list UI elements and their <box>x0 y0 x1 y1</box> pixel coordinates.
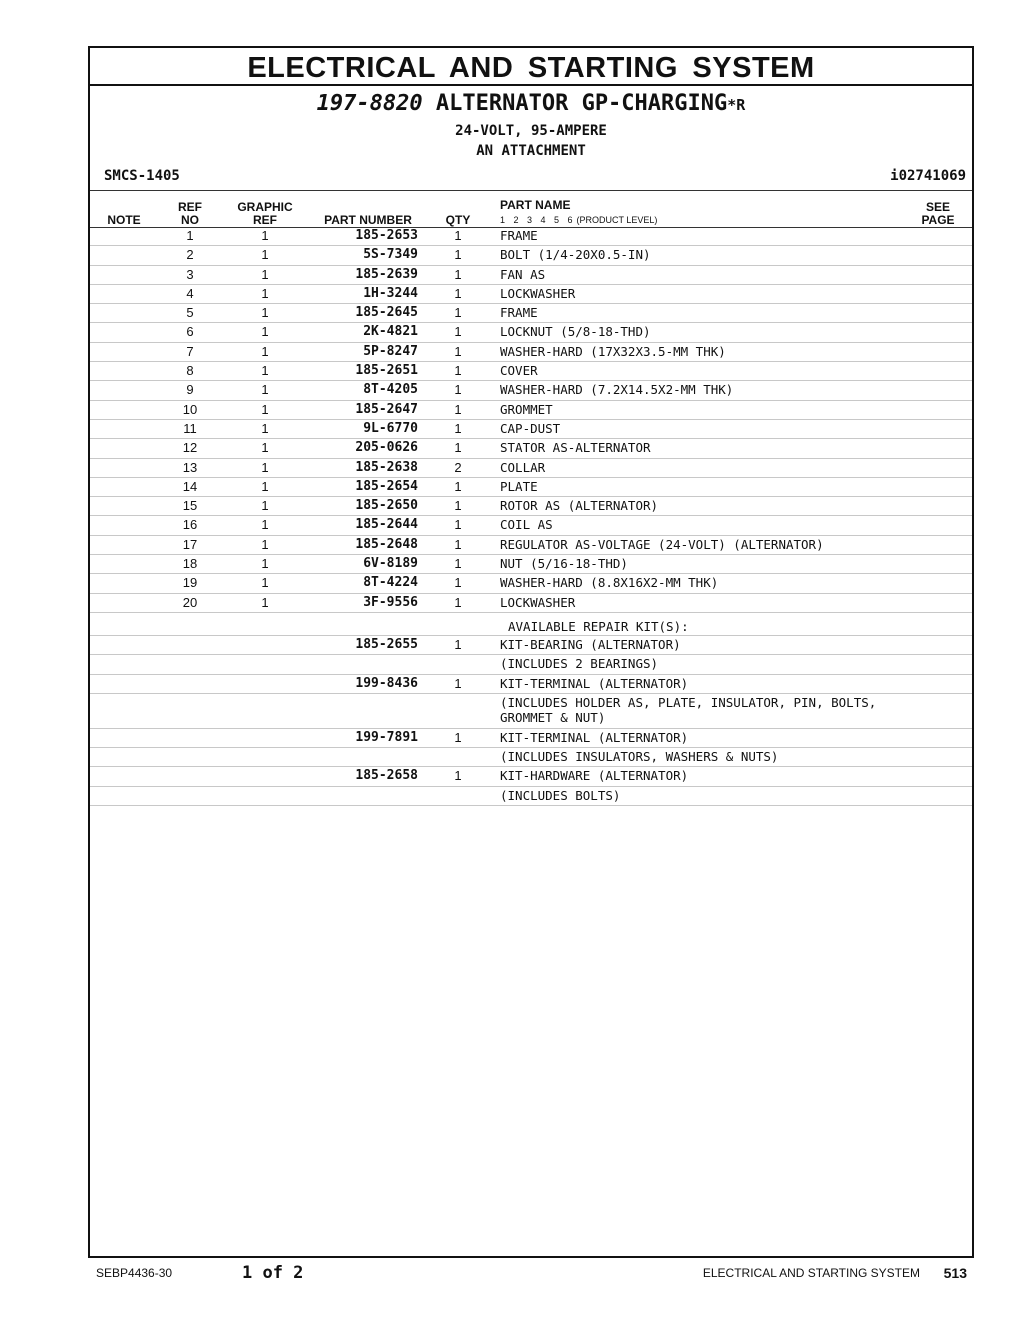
group-part-name: ALTERNATOR GP-CHARGING <box>435 91 728 116</box>
table-row <box>90 459 972 478</box>
part-name-cell: KIT-TERMINAL (ALTERNATOR) <box>500 675 689 691</box>
table-row <box>90 536 972 555</box>
part-name-cell: COVER <box>500 363 538 379</box>
group-title <box>90 91 972 118</box>
ref-no-cell: 10 <box>182 401 198 417</box>
graphic-ref-cell: 1 <box>261 266 269 282</box>
table-row <box>90 478 972 497</box>
part-number-cell: 6V-8189 <box>363 556 418 572</box>
ref-no-cell: 13 <box>182 459 198 475</box>
part-number-cell: 185-2651 <box>355 363 418 379</box>
qty-cell: 1 <box>454 305 462 321</box>
graphic-ref-cell: 1 <box>261 343 269 359</box>
part-number-cell: 185-2639 <box>355 266 418 282</box>
qty-cell: 1 <box>454 363 462 379</box>
col-graphic-bottom: REF <box>253 213 277 227</box>
qty-cell: 1 <box>454 636 462 652</box>
table-row <box>90 497 972 516</box>
table-row <box>90 787 972 806</box>
col-product-level <box>500 214 657 227</box>
ref-no-cell: 15 <box>182 498 198 514</box>
table-row <box>90 304 972 323</box>
table-row <box>90 246 972 265</box>
page-number: 513 <box>943 1265 967 1281</box>
graphic-ref-cell: 1 <box>261 363 269 379</box>
column-header <box>90 190 972 228</box>
qty-cell: 1 <box>454 343 462 359</box>
part-name-cell: LOCKWASHER <box>500 594 576 610</box>
graphic-ref-cell: 1 <box>261 517 269 533</box>
part-name-cell: WASHER-HARD (8.8X16X2-MM THK) <box>500 575 719 591</box>
qty-cell: 1 <box>454 556 462 572</box>
part-number-cell: 185-2648 <box>355 536 418 552</box>
part-number-cell: 199-7891 <box>355 729 418 745</box>
table-row <box>90 729 972 748</box>
table-row <box>90 362 972 381</box>
part-number-cell: 185-2638 <box>355 459 418 475</box>
table-row <box>90 613 972 636</box>
part-number-cell: 185-2654 <box>355 478 418 494</box>
part-name-cell: NUT (5/16-18-THD) <box>500 556 628 572</box>
qty-cell: 1 <box>454 247 462 263</box>
col-part-number: PART NUMBER <box>324 213 412 227</box>
graphic-ref-cell: 1 <box>261 247 269 263</box>
part-number-cell: 8T-4224 <box>363 575 418 591</box>
graphic-ref-cell: 1 <box>261 536 269 552</box>
smcs-code: SMCS-1405 <box>104 168 180 184</box>
part-number-cell: 1H-3244 <box>363 285 418 301</box>
col-graphic-top: GRAPHIC <box>237 200 293 214</box>
qty-cell: 1 <box>454 478 462 494</box>
part-number-cell: 9L-6770 <box>363 420 418 436</box>
ref-no-cell: 8 <box>186 363 194 379</box>
group-part-number: 197-8820 <box>316 91 423 116</box>
col-note: NOTE <box>107 213 141 227</box>
section-title: ELECTRICAL AND STARTING SYSTEM <box>90 48 972 86</box>
ref-no-cell: 3 <box>186 266 194 282</box>
part-name-cell: (INCLUDES INSULATORS, WASHERS & NUTS) <box>500 749 779 765</box>
table-row <box>90 381 972 400</box>
table-row <box>90 655 972 674</box>
qty-cell: 1 <box>454 594 462 610</box>
table-row <box>90 767 972 786</box>
table-row <box>90 675 972 694</box>
part-number-cell: 185-2655 <box>355 636 418 652</box>
qty-cell: 1 <box>454 420 462 436</box>
ref-no-cell: 11 <box>183 420 197 436</box>
part-name-cell: ROTOR AS (ALTERNATOR) <box>500 498 659 514</box>
col-ref-top: REF <box>178 200 202 214</box>
table-row <box>90 594 972 613</box>
ref-no-cell: 1 <box>186 228 194 243</box>
table-row <box>90 748 972 767</box>
col-see-bottom: PAGE <box>921 213 955 227</box>
graphic-ref-cell: 1 <box>261 478 269 494</box>
footer-section: ELECTRICAL AND STARTING SYSTEM <box>702 1266 920 1280</box>
table-row <box>90 401 972 420</box>
part-name-cell: LOCKWASHER <box>500 285 576 301</box>
graphic-ref-cell: 1 <box>261 556 269 572</box>
graphic-ref-cell: 1 <box>261 575 269 591</box>
qty-cell: 1 <box>454 675 462 691</box>
ref-no-cell: 20 <box>182 594 198 610</box>
ref-no-cell: 14 <box>182 478 198 494</box>
table-row <box>90 420 972 439</box>
part-number-cell: 185-2647 <box>355 401 418 417</box>
graphic-ref-cell: 1 <box>261 440 269 456</box>
graphic-ref-cell: 1 <box>261 594 269 610</box>
part-name-cell: LOCKNUT (5/8-18-THD) <box>500 324 651 340</box>
table-row <box>90 516 972 535</box>
ref-no-cell: 5 <box>186 305 194 321</box>
qty-cell: 1 <box>454 729 462 745</box>
part-name-cell: COIL AS <box>500 517 553 533</box>
part-number-cell: 2K-4821 <box>363 324 418 340</box>
qty-cell: 1 <box>454 324 462 340</box>
part-name-cell: FRAME <box>500 305 538 321</box>
graphic-ref-cell: 1 <box>261 324 269 340</box>
part-name-cell: KIT-HARDWARE (ALTERNATOR) <box>500 768 689 784</box>
group-suffix: *R <box>727 96 746 114</box>
qty-cell: 1 <box>454 768 462 784</box>
document-id: SEBP4436-30 <box>96 1266 173 1280</box>
qty-cell: 1 <box>454 382 462 398</box>
table-row <box>90 694 972 729</box>
table-row <box>90 323 972 342</box>
info-number: i02741069 <box>890 168 966 184</box>
level-numbers: 1 2 3 4 5 6 <box>500 215 573 225</box>
part-number-cell: 5S-7349 <box>363 247 418 263</box>
qty-cell: 1 <box>454 517 462 533</box>
table-row <box>90 555 972 574</box>
col-ref-bottom: NO <box>181 213 199 227</box>
part-number-cell: 185-2658 <box>355 768 418 784</box>
ref-no-cell: 7 <box>186 343 194 359</box>
part-number-cell: 5P-8247 <box>363 343 418 359</box>
table-row <box>90 636 972 655</box>
table-row <box>90 227 972 246</box>
part-number-cell: 185-2645 <box>355 305 418 321</box>
part-name-cell: COLLAR <box>500 459 546 475</box>
part-number-cell: 185-2653 <box>355 228 418 243</box>
ref-no-cell: 4 <box>186 285 194 301</box>
part-name-cell: AVAILABLE REPAIR KIT(S): <box>508 618 689 634</box>
ref-no-cell: 19 <box>182 575 198 591</box>
product-level-label: (PRODUCT LEVEL) <box>576 215 658 225</box>
part-number-cell: 3F-9556 <box>363 594 418 610</box>
graphic-ref-cell: 1 <box>261 498 269 514</box>
ref-no-cell: 6 <box>186 324 194 340</box>
ref-no-cell: 9 <box>186 382 194 398</box>
page-frame <box>88 46 974 1258</box>
group-attachment-line: AN ATTACHMENT <box>476 143 586 159</box>
part-number-cell: 185-2644 <box>355 517 418 533</box>
graphic-ref-cell: 1 <box>261 401 269 417</box>
page-of: 1 of 2 <box>242 1263 304 1283</box>
part-name-cell: PLATE <box>500 478 538 494</box>
ref-no-cell: 2 <box>186 247 194 263</box>
qty-cell: 1 <box>454 575 462 591</box>
qty-cell: 2 <box>454 459 462 475</box>
ref-no-cell: 17 <box>182 536 198 552</box>
col-part-name: PART NAME <box>500 198 571 212</box>
table-row <box>90 266 972 285</box>
qty-cell: 1 <box>454 440 462 456</box>
part-name-cell: (INCLUDES 2 BEARINGS) <box>500 656 659 672</box>
qty-cell: 1 <box>454 498 462 514</box>
qty-cell: 1 <box>454 536 462 552</box>
part-name-cell: WASHER-HARD (17X32X3.5-MM THK) <box>500 343 726 359</box>
part-name-cell: GROMMET <box>500 401 553 417</box>
part-name-cell: (INCLUDES BOLTS) <box>500 787 621 803</box>
part-name-cell: BOLT (1/4-20X0.5-IN) <box>500 247 651 263</box>
table-row <box>90 285 972 304</box>
group-spec-line: 24-VOLT, 95-AMPERE <box>455 123 607 139</box>
ref-no-cell: 18 <box>182 556 198 572</box>
ref-no-cell: 12 <box>182 440 198 456</box>
graphic-ref-cell: 1 <box>261 382 269 398</box>
graphic-ref-cell: 1 <box>261 305 269 321</box>
table-row <box>90 439 972 458</box>
qty-cell: 1 <box>454 266 462 282</box>
graphic-ref-cell: 1 <box>261 420 269 436</box>
part-name-cell: (INCLUDES HOLDER AS, PLATE, INSULATOR, PIN, BOLTS, GROMMET & NUT) <box>500 694 877 725</box>
part-number-cell: 8T-4205 <box>363 382 418 398</box>
graphic-ref-cell: 1 <box>261 459 269 475</box>
part-name-cell: KIT-TERMINAL (ALTERNATOR) <box>500 729 689 745</box>
graphic-ref-cell: 1 <box>261 285 269 301</box>
table-row <box>90 343 972 362</box>
col-qty: QTY <box>445 213 471 227</box>
ref-no-cell: 16 <box>182 517 198 533</box>
part-number-cell: 185-2650 <box>355 498 418 514</box>
part-name-cell: CAP-DUST <box>500 420 561 436</box>
part-number-cell: 199-8436 <box>355 675 418 691</box>
qty-cell: 1 <box>454 401 462 417</box>
table-row <box>90 574 972 593</box>
col-see-top: SEE <box>925 200 950 214</box>
part-number-cell: 205-0626 <box>355 440 418 456</box>
part-name-cell: STATOR AS-ALTERNATOR <box>500 440 651 456</box>
qty-cell: 1 <box>454 228 462 243</box>
parts-table <box>90 227 972 806</box>
part-name-cell: KIT-BEARING (ALTERNATOR) <box>500 636 681 652</box>
part-name-cell: FRAME <box>500 228 538 243</box>
part-name-cell: FAN AS <box>500 266 546 282</box>
qty-cell: 1 <box>454 285 462 301</box>
graphic-ref-cell: 1 <box>261 228 269 243</box>
part-name-cell: WASHER-HARD (7.2X14.5X2-MM THK) <box>500 382 734 398</box>
part-name-cell: REGULATOR AS-VOLTAGE (24-VOLT) (ALTERNATOR) <box>500 536 824 552</box>
